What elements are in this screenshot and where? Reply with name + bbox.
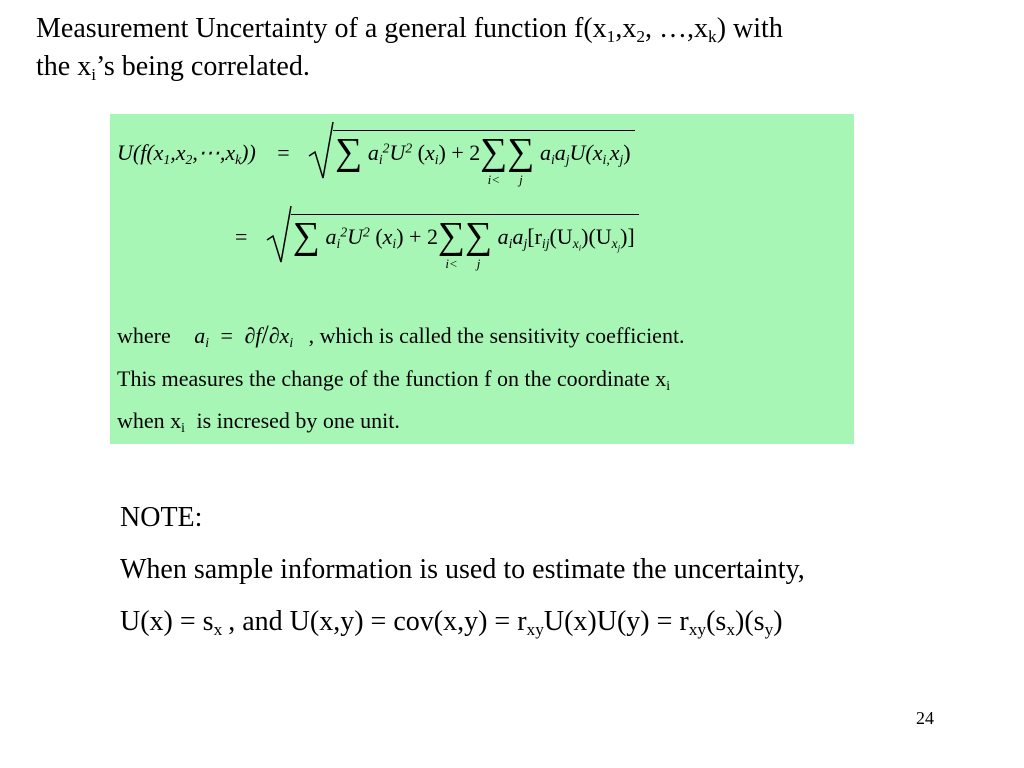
box-text-line-2: This measures the change of the function f on the coordinate $x_i$ (117, 366, 671, 393)
sensitivity-formula: $a_i = \partial f/\partial x_i$ (194, 320, 294, 350)
note-heading: NOTE: (120, 502, 203, 533)
box-text-line-3: when $x_i$ is incresed by one unit. (117, 408, 400, 435)
radical-sign (265, 206, 291, 266)
page-number: 24 (916, 708, 934, 728)
sensitivity-definition: where $a_i = \partial f/\partial x_i$ , which is called the sensitivity coefficient. (117, 320, 685, 350)
slide-title: Measurement Uncertainty of a general function $f(x_1,x_2$, $\dots,x_k$) with the $x_i’s$ being correlated. (36, 13, 783, 84)
note-line-1: When sample information is used to estimate the uncertainty, (120, 554, 805, 585)
note-line-2: $U(x) = s_x$ , and $U(x,y) = cov(x,y) = r_{xy}U(x)U(y) = r_{xy}(s_x)(s_y)$ (120, 606, 783, 639)
radical-sign (307, 122, 333, 182)
square-root: ∑ $a_i^2U^2$ $(x_i) + 2\sum$ i< ∑ j $a_ia_j[r_{ij}(U_{x_i})(U_{x_j})]$ (265, 214, 639, 255)
square-root: ∑ $a_i^2U^2$ $(x_i) + 2\sum$ i< ∑ j $a_ia_jU(x_{i,}x_j)$ (307, 130, 634, 171)
note-section (120, 500, 1000, 656)
equation-line-1: $U(f(x_1,x_2,\cdots,x_k))$ = ∑ $a_i^2U^2$ $(x_i) + 2\sum$ i< ∑ j $a_ia_jU(x_{i,}x_j)$ (117, 130, 635, 171)
equation-line-2: = ∑ $a_i^2U^2$ $(x_i) + 2\sum$ i< ∑ j $a_ia_j[r_{ij}(U_{x_i})(U_{x_j})]$ (235, 214, 639, 255)
